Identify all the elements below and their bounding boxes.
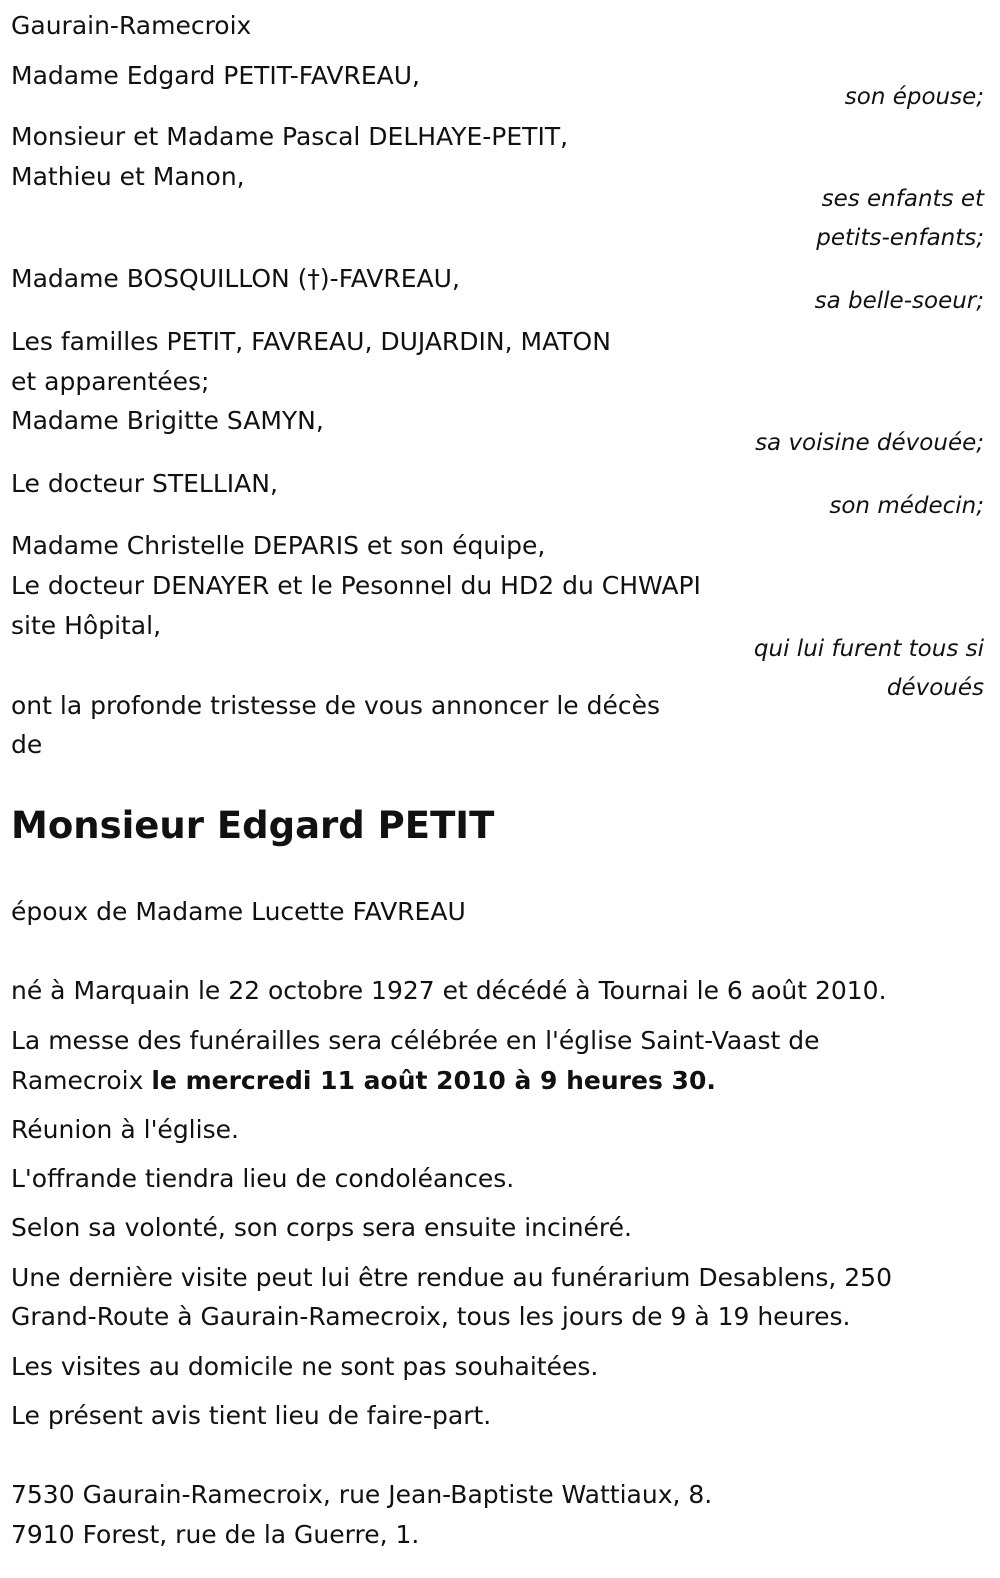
mass-line: La messe des funérailles sera célébrée en l'église Saint-Vaast de (11, 1026, 820, 1055)
detail-line: Réunion à l'église. (11, 1115, 239, 1144)
family-line: Madame BOSQUILLON (†)-FAVREAU, (11, 264, 460, 293)
family-line: site Hôpital, (11, 611, 162, 640)
family-line: Monsieur et Madame Pascal DELHAYE-PETIT, (11, 122, 569, 151)
mass-date: le mercredi 11 août 2010 à 9 heures 30. (151, 1066, 716, 1095)
family-line: Madame Edgard PETIT-FAVREAU, (11, 61, 420, 90)
birth-death-line: né à Marquain le 22 octobre 1927 et décédé à Tournai le 6 août 2010. (11, 976, 887, 1005)
family-line: et apparentées; (11, 367, 210, 396)
relation-label: dévoués (886, 675, 984, 701)
relation-label: sa belle-soeur; (814, 288, 984, 314)
detail-line: Selon sa volonté, son corps sera ensuite incinéré. (11, 1213, 632, 1242)
family-line: Madame Christelle DEPARIS et son équipe, (11, 531, 546, 560)
mass-line: Ramecroix le mercredi 11 août 2010 à 9 heures 30. (11, 1066, 716, 1095)
deceased-name: Monsieur Edgard PETIT (11, 804, 495, 847)
announcement-line: ont la profonde tristesse de vous annoncer le décès (11, 691, 661, 720)
address-line: 7530 Gaurain-Ramecroix, rue Jean-Baptiste Wattiaux, 8. (11, 1480, 713, 1509)
family-line: Mathieu et Manon, (11, 162, 245, 191)
closing-line: Les visites au domicile ne sont pas souhaitées. (11, 1352, 599, 1381)
family-line: Le docteur DENAYER et le Pesonnel du HD2 du CHWAPI (11, 571, 701, 600)
relation-label: son médecin; (829, 493, 984, 519)
family-line: Le docteur STELLIAN, (11, 469, 278, 498)
spouse-line: époux de Madame Lucette FAVREAU (11, 897, 466, 926)
address-line: 7910 Forest, rue de la Guerre, 1. (11, 1520, 420, 1549)
detail-line: L'offrande tiendra lieu de condoléances. (11, 1164, 515, 1193)
relation-label: ses enfants et (821, 186, 984, 212)
visit-line: Grand-Route à Gaurain-Ramecroix, tous les jours de 9 à 19 heures. (11, 1302, 851, 1331)
announcement-line: de (11, 730, 43, 759)
relation-label: sa voisine dévouée; (755, 430, 984, 456)
cross-symbol: † (307, 264, 320, 293)
relation-label: petits-enfants; (816, 225, 984, 251)
location: Gaurain-Ramecroix (11, 11, 252, 40)
family-line: Les familles PETIT, FAVREAU, DUJARDIN, MATON (11, 327, 611, 356)
relation-label: son épouse; (844, 84, 984, 110)
visit-line: Une dernière visite peut lui être rendue au funérarium Desablens, 250 (11, 1263, 892, 1292)
closing-line: Le présent avis tient lieu de faire-part. (11, 1401, 492, 1430)
family-line: Madame Brigitte SAMYN, (11, 406, 324, 435)
relation-label: qui lui furent tous si (753, 636, 984, 662)
